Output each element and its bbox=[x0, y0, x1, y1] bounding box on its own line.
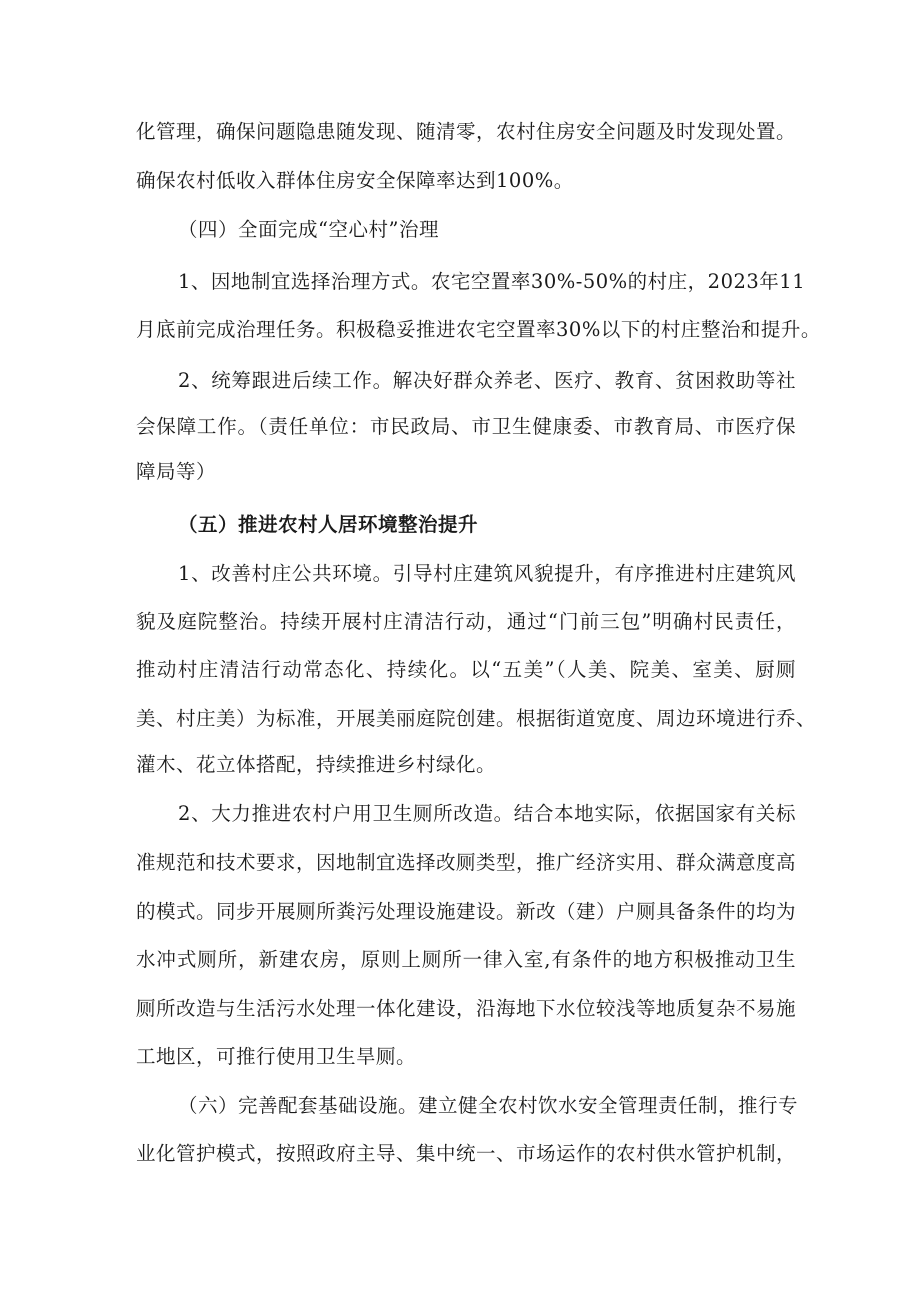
paragraph-line-1: 化管理，确保问题隐患随发现、随清零，农村住房安全问题及时发现处置。 bbox=[136, 120, 797, 143]
paragraph-line-20: 工地区，可推行使用卫生旱厕。 bbox=[136, 1045, 417, 1068]
paragraph-line-12: 推动村庄清洁行动常态化、持续化。以“五美”（人美、院美、室美、厨厕 bbox=[136, 658, 796, 681]
paragraph-line-15: 2、大力推进农村户用卫生厕所改造。结合本地实际，依据国家有关标 bbox=[178, 802, 796, 825]
paragraph-line-2: 确保农村低收入群体住房安全保障率达到100%。 bbox=[136, 169, 574, 192]
paragraph-line-11: 貌及庭院整治。持续开展村庄清洁行动，通过“门前三包”明确村民责任， bbox=[136, 610, 796, 633]
paragraph-line-6: 2、统筹跟进后续工作。解决好群众养老、医疗、教育、贫困救助等社 bbox=[178, 369, 796, 392]
paragraph-line-19: 厕所改造与生活污水处理一体化建设，沿海地下水位较浅等地质复杂不易施 bbox=[136, 997, 797, 1020]
paragraph-line-22: 业化管护模式，按照政府主导、集中统一、市场运作的农村供水管护机制， bbox=[136, 1142, 797, 1165]
paragraph-line-17: 的模式。同步开展厕所粪污处理设施建设。新改（建）户厕具备条件的均为 bbox=[136, 900, 797, 923]
paragraph-line-21: （六）完善配套基础设施。建立健全农村饮水安全管理责任制，推行专 bbox=[178, 1094, 799, 1117]
section-heading-5: （五）推进农村人居环境整治提升 bbox=[178, 513, 479, 536]
paragraph-line-16: 准规范和技术要求，因地制宜选择改厕类型，推广经济实用、群众满意度高 bbox=[136, 851, 797, 874]
paragraph-line-7: 会保障工作。（责任单位：市民政局、市卫生健康委、市教育局、市医疗保 bbox=[136, 415, 796, 438]
paragraph-line-10: 1、改善村庄公共环境。引导村庄建筑风貌提升，有序推进村庄建筑风 bbox=[178, 562, 796, 585]
paragraph-line-4: 1、因地制宜选择治理方式。农宅空置率30%-50%的村庄，2023年11 bbox=[178, 270, 806, 293]
paragraph-line-8: 障局等） bbox=[136, 460, 217, 483]
paragraph-line-18: 水冲式厕所，新建农房，原则上厕所一律入室,有条件的地方积极推动卫生 bbox=[136, 948, 796, 971]
paragraph-line-5: 月底前完成治理任务。积极稳妥推进农宅空置率30%以下的村庄整治和提升。 bbox=[136, 318, 821, 341]
paragraph-line-14: 灌木、花立体搭配，持续推进乡村绿化。 bbox=[136, 753, 497, 776]
section-heading-4: （四）全面完成“空心村”治理 bbox=[178, 218, 439, 241]
paragraph-line-13: 美、村庄美）为标准，开展美丽庭院创建。根据街道宽度、周边环境进行乔、 bbox=[136, 707, 817, 730]
